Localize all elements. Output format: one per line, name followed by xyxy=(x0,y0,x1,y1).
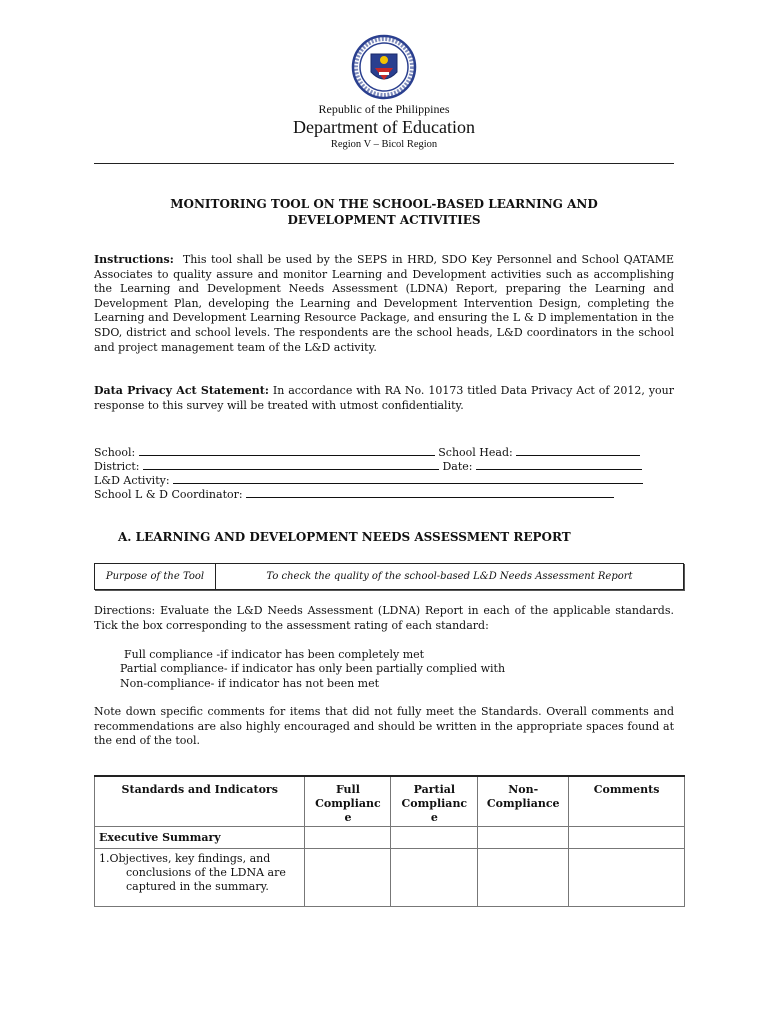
form-row-school xyxy=(94,445,640,460)
header-non-line2: Compliance xyxy=(486,797,560,810)
coordinator-field[interactable] xyxy=(246,487,614,498)
district-field[interactable] xyxy=(143,459,439,470)
indicator-1-text xyxy=(95,848,305,906)
header-partial-line2: Complianc xyxy=(401,797,468,810)
section-cell-partial xyxy=(391,826,478,848)
section-cell-comments xyxy=(569,826,685,848)
header-partial-compliance xyxy=(391,776,478,826)
region-label: Region V – Bicol Region xyxy=(330,139,438,150)
indicator-1-partial-checkbox[interactable] xyxy=(391,848,478,906)
school-head-field[interactable] xyxy=(516,445,640,456)
privacy-statement xyxy=(94,384,674,413)
indicator-1-non-checkbox[interactable] xyxy=(478,848,569,906)
header-full-line3: e xyxy=(344,811,352,824)
legend-partial-compliance: Partial compliance- if indicator has only been partially complied with xyxy=(120,662,506,675)
date-label: Date: xyxy=(442,460,473,473)
date-field[interactable] xyxy=(476,459,642,470)
school-field[interactable] xyxy=(139,445,435,456)
ld-activity-label: L&D Activity: xyxy=(94,474,170,487)
purpose-text: To check the quality of the school-based L&D Needs Assessment Report xyxy=(266,571,633,582)
header-divider xyxy=(94,163,674,164)
department-name: Department of Education xyxy=(293,117,475,137)
header-partial-line1: Partial xyxy=(413,783,456,796)
instructions-label: Instructions: xyxy=(94,253,174,266)
header-partial-line3: e xyxy=(430,811,438,824)
legend-non-compliance: Non-compliance- if indicator has not been met xyxy=(120,677,380,690)
section-executive-summary: Executive Summary xyxy=(95,826,305,848)
document-title-line2: DEVELOPMENT ACTIVITIES xyxy=(287,213,481,227)
privacy-text: In accordance with RA No. 10173 titled Data Privacy Act of 2012, your response to this survey will be treated with utmost confidentiality. xyxy=(94,384,674,412)
district-label: District: xyxy=(94,460,140,473)
privacy-label: Data Privacy Act Statement: xyxy=(94,384,269,397)
deped-seal-icon xyxy=(343,34,425,100)
indicator-1-comments-field[interactable] xyxy=(569,848,685,906)
coordinator-label: School L & D Coordinator: xyxy=(94,488,243,501)
indicator-1-line1-text: Objectives, key findings, and xyxy=(109,851,271,865)
indicator-1-line3: captured in the summary. xyxy=(126,879,269,893)
school-label: School: xyxy=(94,446,136,459)
header-comments: Comments xyxy=(569,776,685,826)
indicator-1-line2: conclusions of the LDNA are xyxy=(126,865,286,879)
form-row-activity xyxy=(94,473,643,488)
standards-table xyxy=(94,775,685,907)
ld-activity-field[interactable] xyxy=(173,473,643,484)
header-non-line1: Non- xyxy=(508,783,539,796)
form-row-coordinator xyxy=(94,487,614,502)
header-non-compliance xyxy=(478,776,569,826)
section-a-heading: A. LEARNING AND DEVELOPMENT NEEDS ASSESSMENT REPORT xyxy=(118,530,571,544)
instructions-paragraph xyxy=(94,253,674,355)
directions-paragraph: Directions: Evaluate the L&D Needs Assessment (LDNA) Report in each of the applicable standards. Tick the box corresponding to the assessment rating of each standard: xyxy=(94,604,674,632)
note-paragraph: Note down specific comments for items that did not fully meet the Standards. Overall comments and recommendations are also highly encouraged and should be written in the appropriate spaces found at the end of the tool. xyxy=(94,705,674,748)
header-standards: Standards and Indicators xyxy=(95,776,305,826)
header-full-line2: Complianc xyxy=(315,797,381,810)
indicator-1-line1 xyxy=(99,852,300,866)
section-cell-full xyxy=(305,826,391,848)
republic-label: Republic of the Philippines xyxy=(318,102,450,116)
indicator-1-full-checkbox[interactable] xyxy=(305,848,391,906)
header-full-line1: Full xyxy=(335,783,360,796)
document-title xyxy=(120,196,648,228)
header-full-compliance xyxy=(305,776,391,826)
section-cell-non xyxy=(478,826,569,848)
purpose-box xyxy=(94,563,684,590)
instructions-text: This tool shall be used by the SEPS in HRD, SDO Key Personnel and School QATAME Associates to quality assure and monitor Learning and Development activities such as accomplishing the Learning and Development Needs Assessment (LDNA) Report, preparing the Learning and Development Plan, developing the Learning and Development Intervention Design, completing the Learning and Development Learning Resource Package, and ensuring the L & D implementation in the SDO, district and school levels. The respondents are the school heads, L&D coordinators in the school and project management team of the L&D activity. xyxy=(94,253,674,354)
indicator-1-number: 1. xyxy=(99,851,110,865)
table-section-row xyxy=(95,826,685,848)
table-header-row xyxy=(95,776,685,826)
school-head-label: School Head: xyxy=(438,446,513,459)
table-row xyxy=(95,848,685,906)
legend-full-compliance: Full compliance -if indicator has been completely met xyxy=(124,648,425,661)
form-row-district xyxy=(94,459,642,474)
purpose-label: Purpose of the Tool xyxy=(95,564,216,589)
document-title-line1: MONITORING TOOL ON THE SCHOOL-BASED LEARNING AND xyxy=(170,197,598,211)
